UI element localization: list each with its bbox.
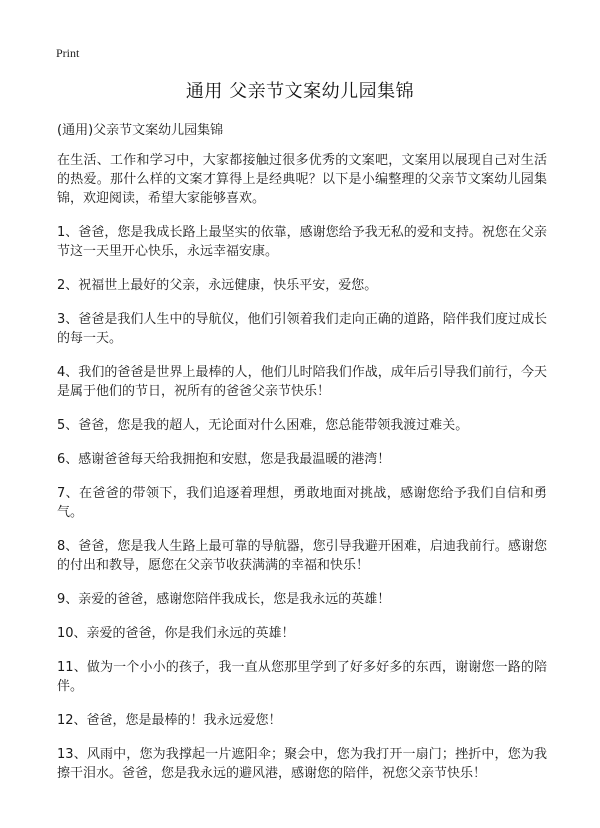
print-link[interactable]: Print: [56, 46, 80, 60]
list-item: 6、感谢爸爸每天给我拥抱和安慰，您是我最温暖的港湾！: [57, 452, 391, 467]
list-item: 5、爸爸，您是我的超人，无论面对什么困难，您总能带领我渡过难关。: [57, 418, 469, 433]
page-title: 通用 父亲节文案幼儿园集锦: [185, 81, 415, 102]
list-item: 12、爸爸，您是最棒的！我永远爱您！: [57, 713, 282, 728]
list-item: 11、做为一个小小的孩子，我一直从您那里学到了好多好多的东西，谢谢您一路的陪伴。: [57, 660, 547, 694]
intro-paragraph: 在生活、工作和学习中，大家都接触过很多优秀的文案吧，文案用以展现自己对生活的热爱。那什么样的文案才算得上是经典呢？以下是小编整理的父亲节文案幼儿园集锦，欢迎阅读，希望大家能够喜欢。: [57, 153, 547, 206]
list-item: 10、亲爱的爸爸，你是我们永远的英雄！: [57, 626, 295, 641]
list-item: 2、祝福世上最好的父亲，永远健康，快乐平安，爱您。: [57, 278, 378, 293]
article-body: [57, 151, 547, 798]
list-item: 8、爸爸，您是我人生路上最可靠的导航器，您引导我避开困难，启迪我前行。感谢您的付出和教导，愿您在父亲节收获满满的幸福和快乐！: [57, 539, 547, 573]
list-item: 1、爸爸，您是我成长路上最坚实的依靠，感谢您给予我无私的爱和支持。祝您在父亲节这一天里开心快乐，永远幸福安康。: [57, 225, 547, 259]
list-item: 9、亲爱的爸爸，感谢您陪伴我成长，您是我永远的英雄！: [57, 592, 391, 607]
list-item: 7、在爸爸的带领下，我们追逐着理想，勇敢地面对挑战，感谢您给予我们自信和勇气。: [57, 486, 547, 520]
list-item: 3、爸爸是我们人生中的导航仪，他们引领着我们走向正确的道路，陪伴我们度过成长的每一天。: [57, 312, 547, 346]
list-item: 13、风雨中，您为我撑起一片遮阳伞；聚会中，您为我打开一扇门；挫折中，您为我擦干泪水。爸爸，您是我永远的避风港，感谢您的陪伴，祝您父亲节快乐！: [57, 747, 547, 781]
list-item: 4、我们的爸爸是世界上最棒的人，他们儿时陪我们作战，成年后引导我们前行，今天是属于他们的节日，祝所有的爸爸父亲节快乐！: [57, 365, 547, 399]
page-subtitle: (通用)父亲节文案幼儿园集锦: [57, 123, 224, 138]
